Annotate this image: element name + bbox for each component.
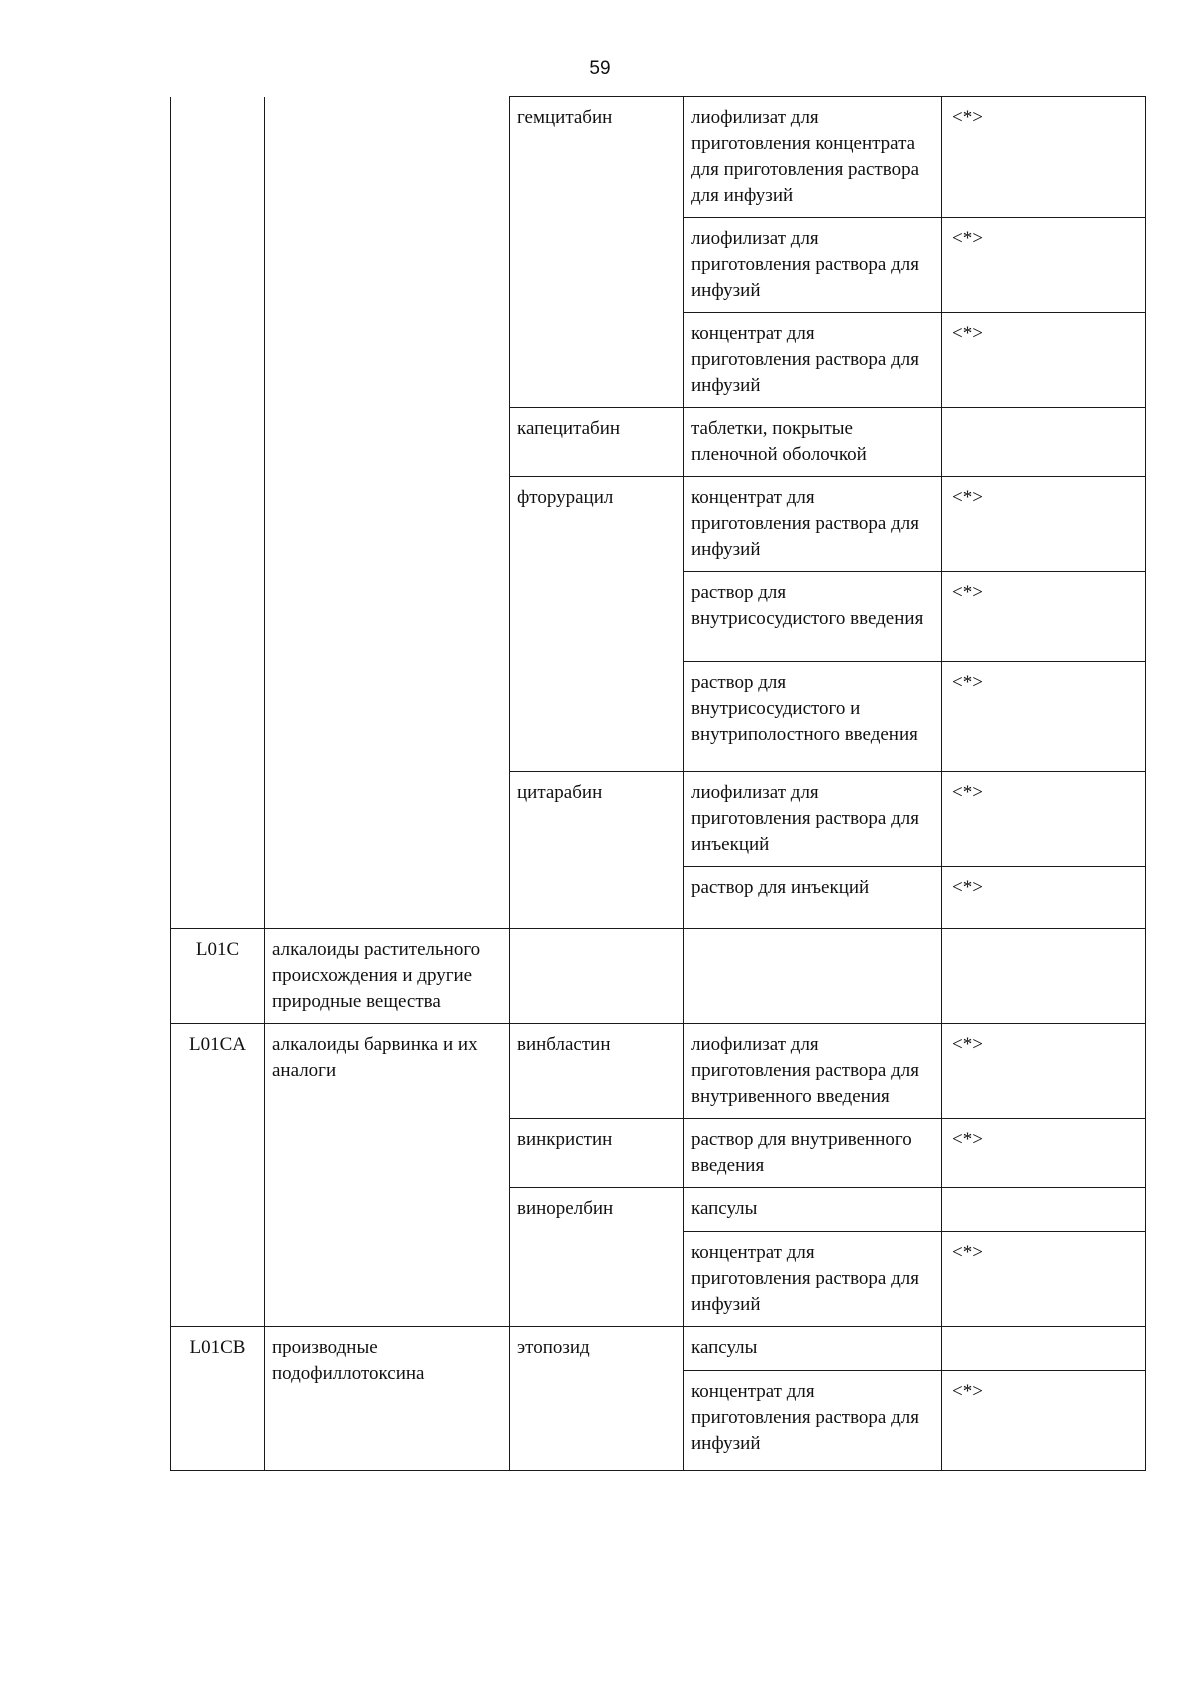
form-cell: концентрат для приготовления раствора для инфузий bbox=[684, 477, 942, 572]
form-cell: концентрат для приготовления раствора для инфузий bbox=[684, 313, 942, 408]
note-cell: <*> bbox=[942, 662, 1146, 772]
page-number: 59 bbox=[589, 58, 611, 79]
code-cell bbox=[171, 97, 265, 929]
note-cell: <*> bbox=[942, 477, 1146, 572]
code-cell: L01CA bbox=[171, 1024, 265, 1327]
drug-cell: фторурацил bbox=[510, 477, 684, 772]
group-cell: алкалоиды барвинка и их аналоги bbox=[265, 1024, 510, 1327]
drug-cell: винорелбин bbox=[510, 1188, 684, 1327]
code-cell: L01C bbox=[171, 929, 265, 1024]
form-cell: лиофилизат для приготовления раствора для инъекций bbox=[684, 772, 942, 867]
form-cell: раствор для инъекций bbox=[684, 867, 942, 929]
note-cell: <*> bbox=[942, 313, 1146, 408]
table-row bbox=[171, 1024, 1146, 1119]
drug-cell: винкристин bbox=[510, 1119, 684, 1188]
note-cell: <*> bbox=[942, 1232, 1146, 1327]
note-cell: <*> bbox=[942, 1371, 1146, 1471]
form-cell: раствор для внутрисосудистого и внутриполостного введения bbox=[684, 662, 942, 772]
table-row bbox=[171, 1327, 1146, 1371]
note-cell: <*> bbox=[942, 97, 1146, 218]
drug-cell: гемцитабин bbox=[510, 97, 684, 408]
medication-table bbox=[170, 96, 1146, 1471]
form-cell: капсулы bbox=[684, 1327, 942, 1371]
drug-cell: цитарабин bbox=[510, 772, 684, 929]
form-cell bbox=[684, 929, 942, 1024]
drug-cell: винбластин bbox=[510, 1024, 684, 1119]
code-cell: L01CB bbox=[171, 1327, 265, 1471]
form-cell: раствор для внутрисосудистого введения bbox=[684, 572, 942, 662]
note-cell: <*> bbox=[942, 218, 1146, 313]
form-cell: капсулы bbox=[684, 1188, 942, 1232]
drug-cell: этопозид bbox=[510, 1327, 684, 1471]
note-cell: <*> bbox=[942, 1024, 1146, 1119]
note-cell bbox=[942, 929, 1146, 1024]
table-row bbox=[171, 97, 1146, 218]
drug-cell: капецитабин bbox=[510, 408, 684, 477]
note-cell: <*> bbox=[942, 1119, 1146, 1188]
note-cell: <*> bbox=[942, 572, 1146, 662]
form-cell: таблетки, покрытые пленочной оболочкой bbox=[684, 408, 942, 477]
note-cell bbox=[942, 408, 1146, 477]
table-row bbox=[171, 929, 1146, 1024]
form-cell: раствор для внутривенного введения bbox=[684, 1119, 942, 1188]
group-cell: алкалоиды растительного происхождения и другие природные вещества bbox=[265, 929, 510, 1024]
note-cell bbox=[942, 1327, 1146, 1371]
form-cell: концентрат для приготовления раствора для инфузий bbox=[684, 1371, 942, 1471]
note-cell: <*> bbox=[942, 772, 1146, 867]
form-cell: концентрат для приготовления раствора для инфузий bbox=[684, 1232, 942, 1327]
group-cell: производные подофиллотоксина bbox=[265, 1327, 510, 1471]
form-cell: лиофилизат для приготовления раствора для внутривенного введения bbox=[684, 1024, 942, 1119]
drug-cell bbox=[510, 929, 684, 1024]
form-cell: лиофилизат для приготовления концентрата для приготовления раствора для инфузий bbox=[684, 97, 942, 218]
group-cell bbox=[265, 97, 510, 929]
note-cell: <*> bbox=[942, 867, 1146, 929]
form-cell: лиофилизат для приготовления раствора для инфузий bbox=[684, 218, 942, 313]
note-cell bbox=[942, 1188, 1146, 1232]
